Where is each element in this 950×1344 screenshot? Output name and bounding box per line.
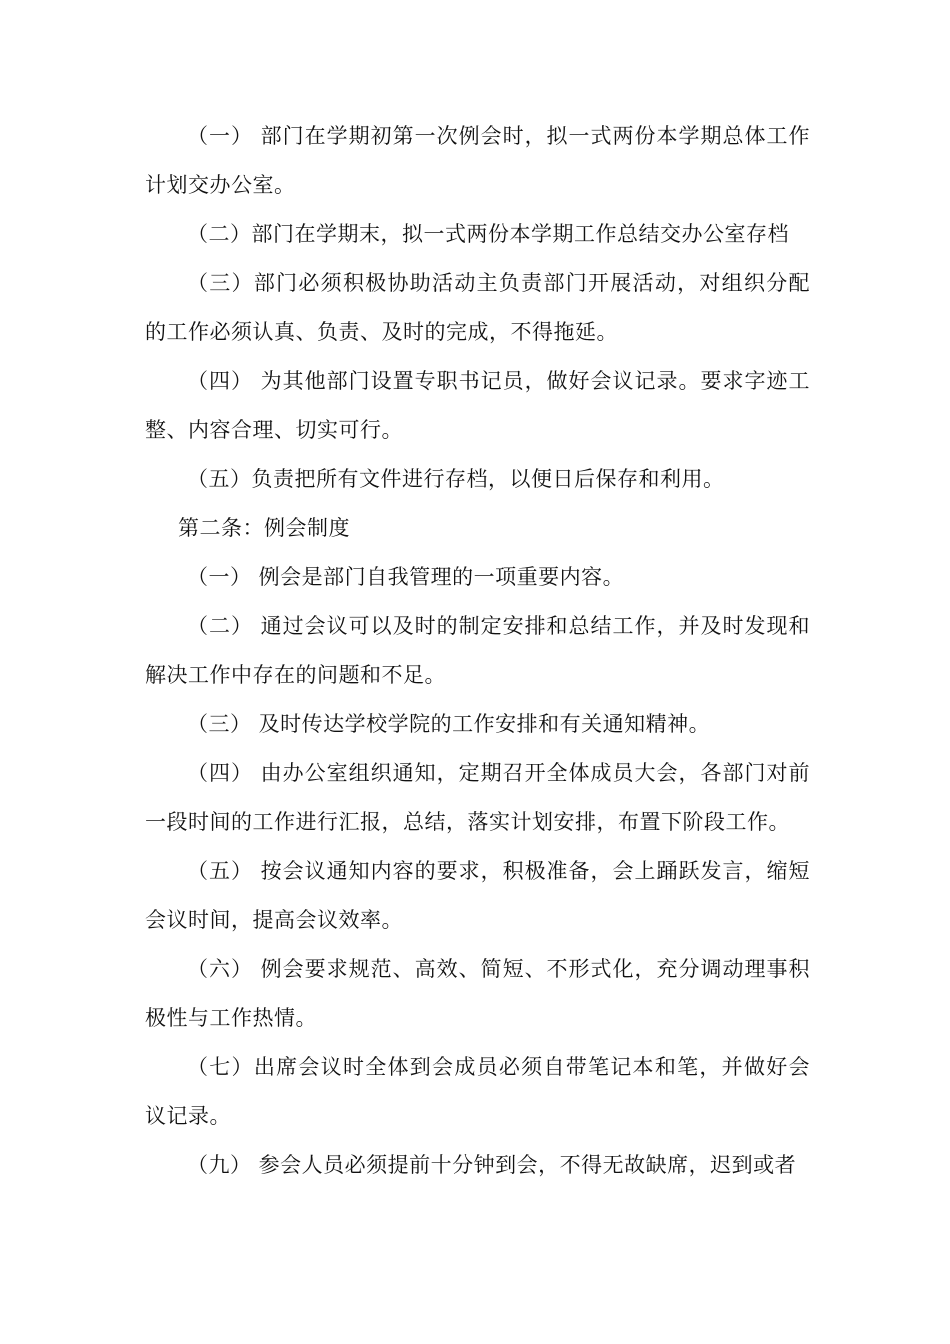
paragraph-2-4: （四） 由办公室组织通知，定期召开全体成员大会，各部门对前一段时间的工作进行汇报，总结，落实计划安排，布置下阶段工作。: [145, 761, 810, 834]
paragraph-2-3: （三） 及时传达学校学院的工作安排和有关通知精神。: [187, 712, 711, 736]
paragraph-1-5: （五）负责把所有文件进行存档，以便日后保存和利用。: [187, 467, 725, 491]
paragraph-2-7: （七）出席会议时全体到会成员必须自带笔记本和笔，并做好会议记录。: [145, 1055, 810, 1128]
paragraph-2-9: （九） 参会人员必须提前十分钟到会，不得无故缺席，迟到或者: [187, 1153, 797, 1177]
paragraph-2-5: （五） 按会议通知内容的要求，积极准备，会上踊跃发言，缩短会议时间，提高会议效率。: [145, 859, 810, 932]
paragraph-1-3: （三）部门必须积极协助活动主负责部门开展活动，对组织分配的工作必须认真、负责、及时的完成，不得拖延。: [145, 271, 810, 344]
paragraph-2-6: （六） 例会要求规范、高效、简短、不形式化，充分调动理事积极性与工作热情。: [145, 957, 810, 1030]
paragraph-2-1: （一） 例会是部门自我管理的一项重要内容。: [187, 565, 625, 589]
section-heading-article-2: 第二条：例会制度: [178, 516, 350, 540]
paragraph-1-2: （二）部门在学期末，拟一式两份本学期工作总结交办公室存档: [187, 222, 789, 246]
paragraph-1-4: （四） 为其他部门设置专职书记员，做好会议记录。要求字迹工整、内容合理、切实可行。: [145, 369, 810, 442]
paragraph-1-1: （一） 部门在学期初第一次例会时，拟一式两份本学期总体工作计划交办公室。: [145, 124, 810, 197]
document-body: [145, 112, 810, 1190]
paragraph-2-2: （二） 通过会议可以及时的制定安排和总结工作，并及时发现和解决工作中存在的问题和不足。: [145, 614, 810, 687]
